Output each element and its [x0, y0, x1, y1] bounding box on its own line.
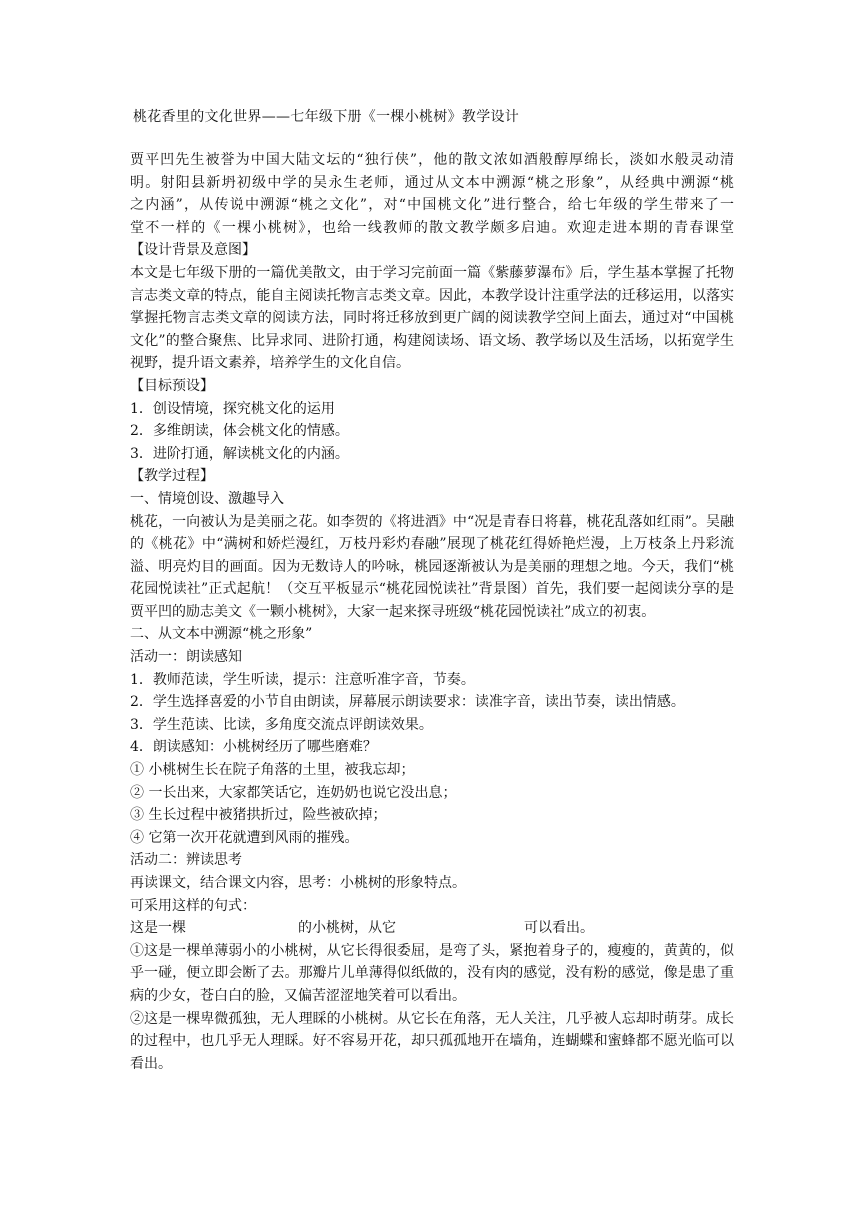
answer-paragraph: ②这是一棵卑微孤独，无人理睬的小桃树。从它长在角落，无人关注，几乎被人忘却时萌芽。成长的过程中，也几乎无人理睬。好不容易开花，却只孤孤地开在墙角，连蝴蝶和蜜蜂都不愿光临可以看出。 [130, 1010, 734, 1072]
intro-line: 之内涵”，从传说中溯源“桃之文化”，对“中国桃文化”进行整合，给七年级的学生带来了一 [130, 197, 734, 214]
step1-heading: 一、情境创设、激趣导入 [130, 490, 284, 507]
intro-line: 明。射阳县新坍初级中学的吴永生老师，通过从文本中溯源“桃之形象”，从经典中溯源“桃 [130, 174, 734, 191]
background-paragraph: 本文是七年级下册的一篇优美散文，由于学习完前面一篇《紫藤萝瀑布》后，学生基本掌握了托物言志类文章的特点，能自主阅读托物言志类文章。因此，本教学设计注重学法的迁移运用，以落实掌握托物言志类文章的阅读方法，同时将迁移放到更广阔的阅读教学空间上面去，通过对“中国桃文化”的整合聚焦、比异求同、进阶打通，构建阅读场、语文场、教学场以及生活场，以拓宽学生视野，提升语文素养，培养学生的文化自信。 [130, 264, 734, 372]
document-title: 桃花香里的文化世界——七年级下册《一棵小桃树》教学设计 [133, 109, 520, 125]
goal-item: 1．创设情境，探究桃文化的运用 [130, 400, 335, 417]
goal-item: 2．多维朗读，体会桃文化的情感。 [130, 423, 349, 440]
intro-line: 贾平凹先生被誉为中国大陆文坛的“独行侠”，他的散文浓如酒般醇厚绵长，淡如水般灵动清 [130, 152, 734, 168]
goals-heading: 【目标预设】 [130, 377, 214, 394]
goal-item: 3．进阶打通，解读桃文化的内涵。 [130, 445, 349, 462]
document-body [130, 149, 734, 1075]
activity2-text: 再读课文，结合课文内容，思考：小桃树的形象特点。 [130, 875, 466, 891]
answer-paragraph: ①这是一棵单薄弱小的小桃树，从它长得很委屈，是弯了头，紧抱着身子的，瘦瘦的，黄黄的，似乎一碰，便立即会断了去。那瓣片儿单薄得似纸做的，没有肉的感觉，没有粉的感觉，像是患了重病的少女，苍白白的脸，又偏苦涩涩地笑着可以看出。 [130, 942, 734, 1004]
pattern-intro: 可采用这样的句式： [130, 897, 256, 914]
pattern-part1: 这是一棵 [130, 920, 186, 937]
hardship-item: ① 小桃树生长在院子角落的土里，被我忘却； [130, 762, 415, 779]
activity2-heading: 活动二：辨读思考 [130, 852, 242, 869]
process-heading: 【教学过程】 [130, 468, 214, 485]
hardship-item: ② 一长出来，大家都笑话它，连奶奶也说它没出息； [130, 784, 457, 801]
activity1-item: 1．教师范读，学生听读，提示：注意听准字音，节奏。 [130, 671, 475, 688]
activity1-item: 4．朗读感知：小桃树经历了哪些磨难？ [130, 739, 377, 756]
pattern-part3: 可以看出。 [524, 920, 594, 937]
hardship-item: ④ 它第一次开花就遭到风雨的摧残。 [130, 829, 359, 846]
sentence-pattern [130, 917, 734, 940]
activity1-heading: 活动一：朗读感知 [130, 649, 242, 666]
hardship-item: ③ 生长过程中被猪拱折过，险些被砍掉； [130, 807, 387, 824]
intro-line: 堂不一样的《一棵小桃树》，也给一线教师的散文教学颇多启迪。欢迎走进本期的青春课堂 [130, 219, 734, 236]
step2-heading: 二、从文本中溯源“桃之形象” [130, 626, 313, 643]
pattern-part2: 的小桃树，从它 [298, 920, 396, 937]
activity1-item: 3．学生范读、比读，多角度交流点评朗读效果。 [130, 716, 433, 733]
step1-paragraph: 桃花，一向被认为是美丽之花。如李贺的《将进酒》中“况是青春日将暮，桃花乱落如红雨”。吴融的《桃花》中“满树和娇烂漫红，万枝丹彩灼春融”展现了桃花红得娇艳烂漫，上万枝条上丹彩流溢、明亮灼目的画面。因为无数诗人的吟咏，桃园逐渐被认为是美丽的理想之地。今天，我们“桃花园悦读社”正式起航！（交互平板显示“桃花园悦读社”背景图）首先，我们要一起阅读分享的是贾平凹的励志美文《一颗小桃树》，大家一起来探寻班级“桃花园悦读社”成立的初衷。 [130, 513, 734, 620]
background-heading: 【设计背景及意图】 [130, 242, 256, 259]
activity1-item: 2．学生选择喜爱的小节自由朗读，屏幕展示朗读要求：读准字音，读出节奏，读出情感。 [130, 694, 685, 711]
